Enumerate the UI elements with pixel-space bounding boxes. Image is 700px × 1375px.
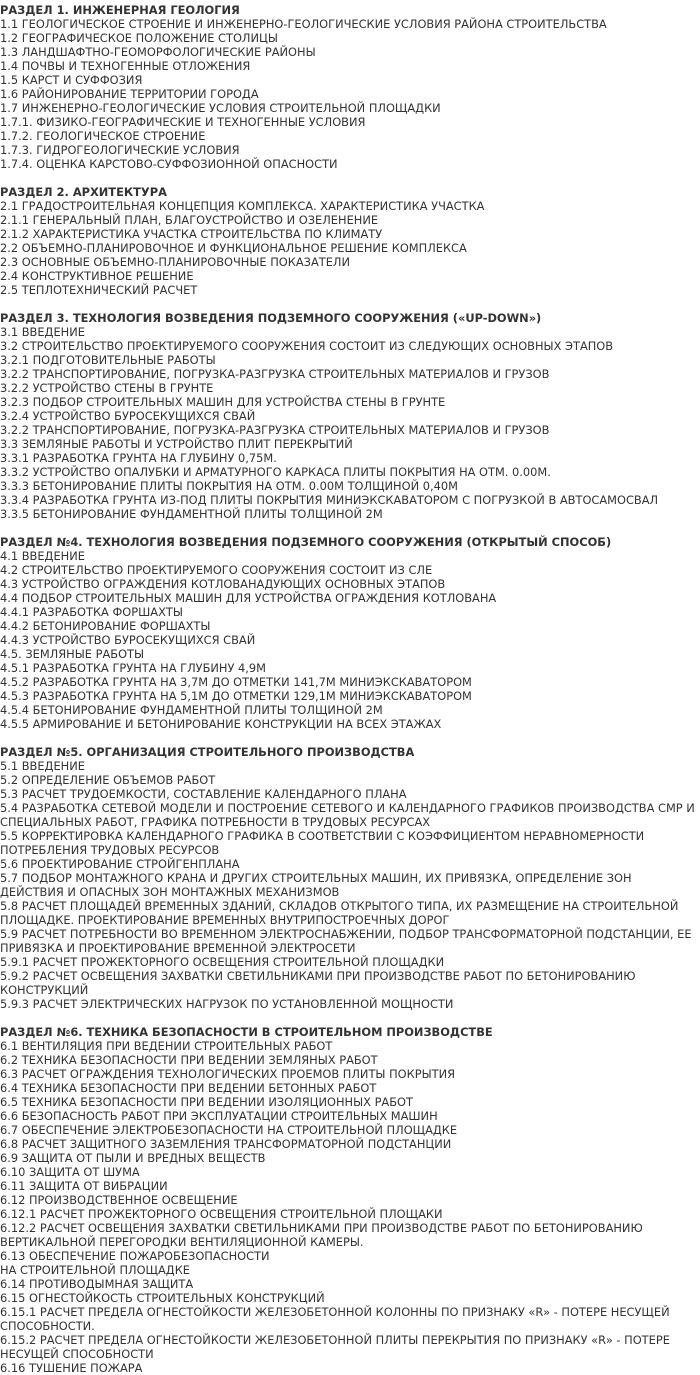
toc-item: 6.9 ЗАЩИТА ОТ ПЫЛИ И ВРЕДНЫХ ВЕЩЕСТВ xyxy=(0,1151,266,1165)
section-title: РАЗДЕЛ №6. ТЕХНИКА БЕЗОПАСНОСТИ В СТРОИТЕЛЬНОМ ПРОИЗВОДСТВЕ xyxy=(0,1025,493,1039)
toc-item: 3.2.2 УСТРОЙСТВО СТЕНЫ В ГРУНТЕ xyxy=(0,381,214,395)
toc-item: 5.3 РАСЧЕТ ТРУДОЕМКОСТИ, СОСТАВЛЕНИЕ КАЛЕНДАРНОГО ПЛАНА xyxy=(0,787,407,801)
toc-item: 6.5 ТЕХНИКА БЕЗОПАСНОСТИ ПРИ ВЕДЕНИИ ИЗОЛЯЦИОННЫХ РАБОТ xyxy=(0,1095,413,1109)
toc-item: 2.1 ГРАДОСТРОИТЕЛЬНАЯ КОНЦЕПЦИЯ КОМПЛЕКСА. ХАРАКТЕРИСТИКА УЧАСТКА xyxy=(0,199,485,213)
toc-item: 3.3.5 БЕТОНИРОВАНИЕ ФУНДАМЕНТНОЙ ПЛИТЫ ТОЛЩИНОЙ 2М xyxy=(0,507,383,521)
toc-item: 5.1 ВВЕДЕНИЕ xyxy=(0,759,85,773)
toc-item: 6.12.2 РАСЧЕТ ОСВЕЩЕНИЯ ЗАХВАТКИ СВЕТИЛЬНИКАМИ ПРИ ПРОИЗВОДСТВЕ РАБОТ ПО БЕТОНИРОВАНИЮ ВЕРТИКАЛЬНОЙ ПЕРЕГОРОДКИ ВЕНТИЛЯЦИОННОЙ КАМЕРЫ. xyxy=(0,1221,643,1249)
toc-item: 5.9 РАСЧЕТ ПОТРЕБНОСТИ ВО ВРЕМЕННОМ ЭЛЕКТРОСНАБЖЕНИИ, ПОДБОР ТРАНСФОРМАТОРНОЙ ПОДСТАНЦИИ, ЕЕ ПРИВЯЗКА И ПРОЕКТИРОВАНИЕ ВРЕМЕННОЙ ЭЛЕКТРОСЕТИ xyxy=(0,927,692,955)
toc-item: 3.3.3 БЕТОНИРОВАНИЕ ПЛИТЫ ПОКРЫТИЯ НА ОТМ. 0.00М ТОЛЩИНОЙ 0,40М xyxy=(0,479,458,493)
toc-item: 1.7.3. ГИДРОГЕОЛОГИЧЕСКИЕ УСЛОВИЯ xyxy=(0,143,240,157)
toc-item: 6.16 ТУШЕНИЕ ПОЖАРА xyxy=(0,1361,143,1375)
toc-item: 4.4 ПОДБОР СТРОИТЕЛЬНЫХ МАШИН ДЛЯ УСТРОЙСТВА ОГРАЖДЕНИЯ КОТЛОВАНА xyxy=(0,591,497,605)
toc-item: 6.8 РАСЧЕТ ЗАЩИТНОГО ЗАЗЕМЛЕНИЯ ТРАНСФОРМАТОРНОЙ ПОДСТАНЦИИ xyxy=(0,1137,452,1151)
toc-section xyxy=(0,3,700,171)
toc-item: 5.6 ПРОЕКТИРОВАНИЕ СТРОЙГЕНПЛАНА xyxy=(0,857,240,871)
toc-item: 1.7.4. ОЦЕНКА КАРСТОВО-СУФФОЗИОННОЙ ОПАСНОСТИ xyxy=(0,157,338,171)
toc-item: 6.6 БЕЗОПАСНОСТЬ РАБОТ ПРИ ЭКСПЛУАТАЦИИ СТРОИТЕЛЬНЫХ МАШИН xyxy=(0,1109,438,1123)
toc-item: 6.7 ОБЕСПЕЧЕНИЕ ЭЛЕКТРОБЕЗОПАСНОСТИ НА СТРОИТЕЛЬНОЙ ПЛОЩАДКЕ xyxy=(0,1123,458,1137)
toc-item: 3.2 СТРОИТЕЛЬСТВО ПРОЕКТИРУЕМОГО СООРУЖЕНИЯ СОСТОИТ ИЗ СЛЕДУЮЩИХ ОСНОВНЫХ ЭТАПОВ xyxy=(0,339,614,353)
toc-item: 3.2.3 ПОДБОР СТРОИТЕЛЬНЫХ МАШИН ДЛЯ УСТРОЙСТВА СТЕНЫ В ГРУНТЕ xyxy=(0,395,446,409)
toc-item: 6.11 ЗАЩИТА ОТ ВИБРАЦИИ xyxy=(0,1179,168,1193)
toc-item: 3.3.2 УСТРОЙСТВО ОПАЛУБКИ И АРМАТУРНОГО КАРКАСА ПЛИТЫ ПОКРЫТИЯ НА ОТМ. 0.00М. xyxy=(0,465,551,479)
toc-item: 5.2 ОПРЕДЕЛЕНИЕ ОБЪЕМОВ РАБОТ xyxy=(0,773,216,787)
toc-section xyxy=(0,185,700,297)
toc-item: 1.3 ЛАНДШАФТНО-ГЕОМОРФОЛОГИЧЕСКИЕ РАЙОНЫ xyxy=(0,45,316,59)
toc-item: 6.4 ТЕХНИКА БЕЗОПАСНОСТИ ПРИ ВЕДЕНИИ БЕТОННЫХ РАБОТ xyxy=(0,1081,377,1095)
toc-item: 1.4 ПОЧВЫ И ТЕХНОГЕННЫЕ ОТЛОЖЕНИЯ xyxy=(0,59,251,73)
toc-item: 2.1.1 ГЕНЕРАЛЬНЫЙ ПЛАН, БЛАГОУСТРОЙСТВО И ОЗЕЛЕНЕНИЕ xyxy=(0,213,379,227)
toc-section xyxy=(0,311,700,521)
toc-item: 1.7 ИНЖЕНЕРНО-ГЕОЛОГИЧЕСКИЕ УСЛОВИЯ СТРОИТЕЛЬНОЙ ПЛОЩАДКИ xyxy=(0,101,441,115)
toc-item: 4.5.1 РАЗРАБОТКА ГРУНТА НА ГЛУБИНУ 4,9М xyxy=(0,661,266,675)
toc-item: 2.3 ОСНОВНЫЕ ОБЪЕМНО-ПЛАНИРОВОЧНЫЕ ПОКАЗАТЕЛИ xyxy=(0,255,350,269)
toc-item: 4.2 СТРОИТЕЛЬСТВО ПРОЕКТИРУЕМОГО СООРУЖЕНИЯ СОСТОИТ ИЗ СЛЕ xyxy=(0,563,433,577)
toc-item: 6.3 РАСЧЕТ ОГРАЖДЕНИЯ ТЕХНОЛОГИЧЕСКИХ ПРОЕМОВ ПЛИТЫ ПОКРЫТИЯ xyxy=(0,1067,456,1081)
toc-item: 2.1.2 ХАРАКТЕРИСТИКА УЧАСТКА СТРОИТЕЛЬСТВА ПО КЛИМАТУ xyxy=(0,227,383,241)
toc-item: 3.2.4 УСТРОЙСТВО БУРОСЕКУЩИХСЯ СВАЙ xyxy=(0,409,256,423)
toc-item: 6.2 ТЕХНИКА БЕЗОПАСНОСТИ ПРИ ВЕДЕНИИ ЗЕМЛЯНЫХ РАБОТ xyxy=(0,1053,378,1067)
toc-item: 2.2 ОБЪЕМНО-ПЛАНИРОВОЧНОЕ И ФУНКЦИОНАЛЬНОЕ РЕШЕНИЕ КОМПЛЕКСА xyxy=(0,241,467,255)
toc-item: 4.5.2 РАЗРАБОТКА ГРУНТА НА 3,7М ДО ОТМЕТКИ 141,7М МИНИЭКСКАВАТОРОМ xyxy=(0,675,472,689)
toc-item: 6.15.1 РАСЧЕТ ПРЕДЕЛА ОГНЕСТОЙКОСТИ ЖЕЛЕЗОБЕТОННОЙ КОЛОННЫ ПО ПРИЗНАКУ «R» - ПОТЕРЕ НЕСУЩЕЙ СПОСОБНОСТИ. xyxy=(0,1305,670,1333)
toc-item: 6.1 ВЕНТИЛЯЦИЯ ПРИ ВЕДЕНИИ СТРОИТЕЛЬНЫХ РАБОТ xyxy=(0,1039,333,1053)
toc-item: 2.4 КОНСТРУКТИВНОЕ РЕШЕНИЕ xyxy=(0,269,194,283)
toc-item: 1.6 РАЙОНИРОВАНИЕ ТЕРРИТОРИИ ГОРОДА xyxy=(0,87,259,101)
toc-item: 6.10 ЗАЩИТА ОТ ШУМА xyxy=(0,1165,140,1179)
toc-item: 5.9.2 РАСЧЕТ ОСВЕЩЕНИЯ ЗАХВАТКИ СВЕТИЛЬНИКАМИ ПРИ ПРОИЗВОДСТВЕ РАБОТ ПО БЕТОНИРОВАНИЮ КОНСТРУКЦИЙ xyxy=(0,969,636,997)
toc-item: 5.5 КОРРЕКТИРОВКА КАЛЕНДАРНОГО ГРАФИКА В СООТВЕТСТВИИ С КОЭФФИЦИЕНТОМ НЕРАВНОМЕРНОСТИ ПОТРЕБЛЕНИЯ ТРУДОВЫХ РЕСУРСОВ xyxy=(0,829,645,857)
section-title: РАЗДЕЛ №4. ТЕХНОЛОГИЯ ВОЗВЕДЕНИЯ ПОДЗЕМНОГО СООРУЖЕНИЯ (ОТКРЫТЫЙ СПОСОБ) xyxy=(0,535,612,549)
toc-item: 5.4 РАЗРАБОТКА СЕТЕВОЙ МОДЕЛИ И ПОСТРОЕНИЕ СЕТЕВОГО И КАЛЕНДАРНОГО ГРАФИКОВ ПРОИЗВОДСТВА СМР И СПЕЦИАЛЬНЫХ РАБОТ, ГРАФИКА ПОТРЕБНОСТИ В ТРУДОВЫХ РЕСУРСАХ xyxy=(0,801,695,829)
toc-item: 3.3.4 РАЗРАБОТКА ГРУНТА ИЗ-ПОД ПЛИТЫ ПОКРЫТИЯ МИНИЭКСКАВАТОРОМ С ПОГРУЗКОЙ В АВТОСАМОСВАЛ xyxy=(0,493,659,507)
toc-item: 3.2.2 ТРАНСПОРТИРОВАНИЕ, ПОГРУЗКА-РАЗГРУЗКА СТРОИТЕЛЬНЫХ МАТЕРИАЛОВ И ГРУЗОВ xyxy=(0,423,550,437)
toc-item: 4.1 ВВЕДЕНИЕ xyxy=(0,549,85,563)
toc-item: 4.5.3 РАЗРАБОТКА ГРУНТА НА 5,1М ДО ОТМЕТКИ 129,1М МИНИЭКСКАВАТОРОМ xyxy=(0,689,472,703)
toc-item: 1.1 ГЕОЛОГИЧЕСКОЕ СТРОЕНИЕ И ИНЖЕНЕРНО-ГЕОЛОГИЧЕСКИЕ УСЛОВИЯ РАЙОНА СТРОИТЕЛЬСТВА xyxy=(0,17,607,31)
toc-item: 6.12 ПРОИЗВОДСТВЕННОЕ ОСВЕЩЕНИЕ xyxy=(0,1193,238,1207)
toc-section xyxy=(0,535,700,731)
toc-item: 5.8 РАСЧЕТ ПЛОЩАДЕЙ ВРЕМЕННЫХ ЗДАНИЙ, СКЛАДОВ ОТКРЫТОГО ТИПА, ИХ РАЗМЕЩЕНИЕ НА СТРОИТЕЛЬНОЙ ПЛОЩАДКЕ. ПРОЕКТИРОВАНИЕ ВРЕМЕННЫХ ВНУТРИПОСТРОЕЧНЫХ ДОРОГ xyxy=(0,899,679,927)
toc-item: 1.2 ГЕОГРАФИЧЕСКОЕ ПОЛОЖЕНИЕ СТОЛИЦЫ xyxy=(0,31,278,45)
toc-item: 6.15.2 РАСЧЕТ ПРЕДЕЛА ОГНЕСТОЙКОСТИ ЖЕЛЕЗОБЕТОННОЙ ПЛИТЫ ПЕРЕКРЫТИЯ ПО ПРИЗНАКУ «R» - ПОТЕРЕ НЕСУЩЕЙ СПОСОБНОСТИ xyxy=(0,1333,670,1361)
toc-item: 2.5 ТЕПЛОТЕХНИЧЕСКИЙ РАСЧЕТ xyxy=(0,283,198,297)
toc-item: 3.3.1 РАЗРАБОТКА ГРУНТА НА ГЛУБИНУ 0,75М. xyxy=(0,451,277,465)
toc-item: 4.5.4 БЕТОНИРОВАНИЕ ФУНДАМЕНТНОЙ ПЛИТЫ ТОЛЩИНОЙ 2М xyxy=(0,703,383,717)
toc-item: 6.12.1 РАСЧЕТ ПРОЖЕКТОРНОГО ОСВЕЩЕНИЯ СТРОИТЕЛЬНОЙ ПЛОЩАКИ xyxy=(0,1207,443,1221)
section-title: РАЗДЕЛ 3. ТЕХНОЛОГИЯ ВОЗВЕДЕНИЯ ПОДЗЕМНОГО СООРУЖЕНИЯ («UP-DOWN») xyxy=(0,311,542,325)
toc-item: 6.15 ОГНЕСТОЙКОСТЬ СТРОИТЕЛЬНЫХ КОНСТРУКЦИЙ xyxy=(0,1291,325,1305)
toc-section xyxy=(0,1025,700,1375)
section-title: РАЗДЕЛ 2. АРХИТЕКТУРА xyxy=(0,185,167,199)
toc-item: 5.9.1 РАСЧЕТ ПРОЖЕКТОРНОГО ОСВЕЩЕНИЯ СТРОИТЕЛЬНОЙ ПЛОЩАДКИ xyxy=(0,955,445,969)
toc-item: 1.7.2. ГЕОЛОГИЧЕСКОЕ СТРОЕНИЕ xyxy=(0,129,206,143)
toc-item: 4.4.3 УСТРОЙСТВО БУРОСЕКУЩИХСЯ СВАЙ xyxy=(0,633,256,647)
toc-item: 4.5.5 АРМИРОВАНИЕ И БЕТОНИРОВАНИЕ КОНСТРУКЦИИ НА ВСЕХ ЭТАЖАХ xyxy=(0,717,442,731)
toc-item: НА СТРОИТЕЛЬНОЙ ПЛОЩАДКЕ xyxy=(0,1263,190,1277)
toc-item: 4.4.1 РАЗРАБОТКА ФОРШАХТЫ xyxy=(0,605,183,619)
toc-item: 1.5 КАРСТ И СУФФОЗИЯ xyxy=(0,73,143,87)
toc-item: 5.7 ПОДБОР МОНТАЖНОГО КРАНА И ДРУГИХ СТРОИТЕЛЬНЫХ МАШИН, ИХ ПРИВЯЗКА, ОПРЕДЕЛЕНИЕ ЗОН ДЕЙСТВИЯ И ОПАСНЫХ ЗОН МОНТАЖНЫХ МЕХАНИЗМОВ xyxy=(0,871,632,899)
toc-item: 3.2.1 ПОДГОТОВИТЕЛЬНЫЕ РАБОТЫ xyxy=(0,353,216,367)
toc-item: 3.2.2 ТРАНСПОРТИРОВАНИЕ, ПОГРУЗКА-РАЗГРУЗКА СТРОИТЕЛЬНЫХ МАТЕРИАЛОВ И ГРУЗОВ xyxy=(0,367,550,381)
section-title: РАЗДЕЛ №5. ОРГАНИЗАЦИЯ СТРОИТЕЛЬНОГО ПРОИЗВОДСТВА xyxy=(0,745,415,759)
toc-item: 1.7.1. ФИЗИКО-ГЕОГРАФИЧЕСКИЕ И ТЕХНОГЕННЫЕ УСЛОВИЯ xyxy=(0,115,366,129)
section-title: РАЗДЕЛ 1. ИНЖЕНЕРНАЯ ГЕОЛОГИЯ xyxy=(0,3,240,17)
toc-item: 5.9.3 РАСЧЕТ ЭЛЕКТРИЧЕСКИХ НАГРУЗОК ПО УСТАНОВЛЕННОЙ МОЩНОСТИ xyxy=(0,997,454,1011)
toc-item: 4.5. ЗЕМЛЯНЫЕ РАБОТЫ xyxy=(0,647,145,661)
toc-item: 3.3 ЗЕМЛЯНЫЕ РАБОТЫ И УСТРОЙСТВО ПЛИТ ПЕРЕКРЫТИЙ xyxy=(0,437,353,451)
toc-item: 3.1 ВВЕДЕНИЕ xyxy=(0,325,85,339)
toc-item: 6.14 ПРОТИВОДЫМНАЯ ЗАЩИТА xyxy=(0,1277,194,1291)
toc-item: 4.4.2 БЕТОНИРОВАНИЕ ФОРШАХТЫ xyxy=(0,619,211,633)
toc-section xyxy=(0,745,700,1011)
toc-item: 4.3 УСТРОЙСТВО ОГРАЖДЕНИЯ КОТЛОВАНАДУЮЩИХ ОСНОВНЫХ ЭТАПОВ xyxy=(0,577,446,591)
toc-item: 6.13 ОБЕСПЕЧЕНИЕ ПОЖАРОБЕЗОПАСНОСТИ xyxy=(0,1249,270,1263)
